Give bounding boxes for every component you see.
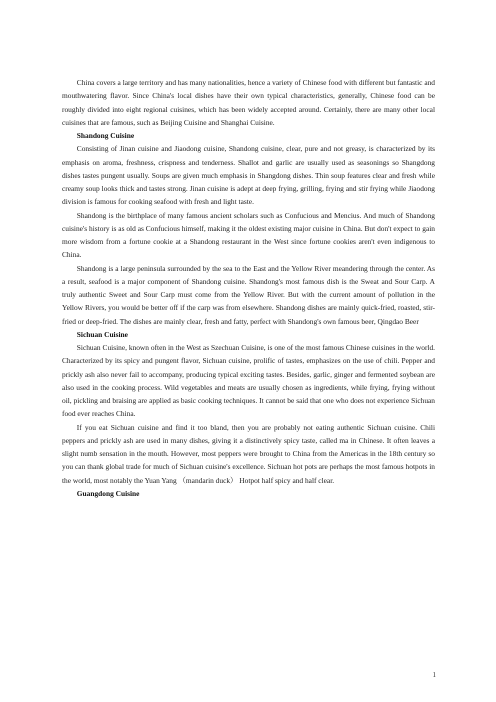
section-heading-guangdong: Guangdong Cuisine	[76, 488, 140, 498]
section-heading-shandong: Shandong Cuisine	[76, 131, 135, 140]
page-number: 1	[432, 671, 436, 679]
intro-paragraph: China covers a large territory and has many nationalities, hence a variety of Chinese food with different but fantastic and mouthwatering flavor. Since China's local dishes have their own typical characteristics, generally, Chinese food can be roughly divided into eight regional cuisines, which has been widely accepted around. Certainly, there are many other local cuisines that are famous, such as Beijing Cuisine and Shanghai Cuisine.	[62, 78, 435, 127]
shandong-paragraph-2: Shandong is the birthplace of many famous ancient scholars such as Confucious and Mencius. And much of Shandong cuisine's history is as old as Confucious himself, making it the oldest existing major cuisine in China. But don't expect to gain more wisdom from a fortune cookie at a Shandong restaurant in the West since fortune cookies aren't even indigenous to China.	[62, 210, 435, 260]
document-body	[62, 76, 435, 500]
shandong-paragraph-1: Consisting of Jinan cuisine and Jiaodong cuisine, Shandong cuisine, clear, pure and not greasy, is characterized by its emphasis on aroma, freshness, crispness and tenderness. Shallot and garlic are usually used as seasonings so Shangdong dishes tastes pungent usually. Soups are given much emphasis in Shangdong dishes. Thin soup features clear and fresh while creamy soup looks thick and tastes strong. Jinan cuisine is adept at deep frying, grilling, frying and stir frying while Jiaodong division is famous for cooking seafood with fresh and light taste.	[62, 144, 435, 207]
sichuan-paragraph-1: Sichuan Cuisine, known often in the West as Szechuan Cuisine, is one of the most famous Chinese cuisines in the world. Characterized by its spicy and pungent flavor, Sichuan cuisine, prolific of tastes, emphasizes on the use of chili. Pepper and prickly ash also never fail to accompany, producing typical exciting tastes. Besides, garlic, ginger and fermented soybean are also used in the cooking process. Wild vegetables and meats are usually chosen as ingredients, while frying, frying without oil, pickling and braising are applied as basic cooking techniques. It cannot be said that one who does not experience Sichuan food ever reaches China.	[62, 343, 435, 419]
sichuan-paragraph-2: If you eat Sichuan cuisine and find it too bland, then you are probably not eating authentic Sichuan cuisine. Chili peppers and prickly ash are used in many dishes, giving it a distinctively spicy taste, called ma in Chinese. It often leaves a slight numb sensation in the mouth. However, most peppers were brought to China from the Americas in the 18th century so you can thank global trade for much of Sichuan cuisine's excellence. Sichuan hot pots are perhaps the most famous hotpots in the world, most notably the Yuan Yang （mandarin duck） Hotpot half spicy and half clear.	[62, 422, 435, 485]
shandong-paragraph-3: Shandong is a large peninsula surrounded by the sea to the East and the Yellow River meandering through the center. As a result, seafood is a major component of Shandong cuisine. Shandong's most famous dish is the Sweat and Sour Carp. A truly authentic Sweet and Sour Carp must come from the Yellow River. But with the current amount of pollution in the Yellow Rivers, you would be better off if the carp was from elsewhere. Shandong dishes are mainly quick-fried, roasted, stir-fried or deep-fried. The dishes are mainly clear, fresh and fatty, perfect with Shandong's own famous beer, Qingdao Beer	[62, 263, 435, 326]
section-heading-sichuan: Sichuan Cuisine	[76, 329, 128, 339]
